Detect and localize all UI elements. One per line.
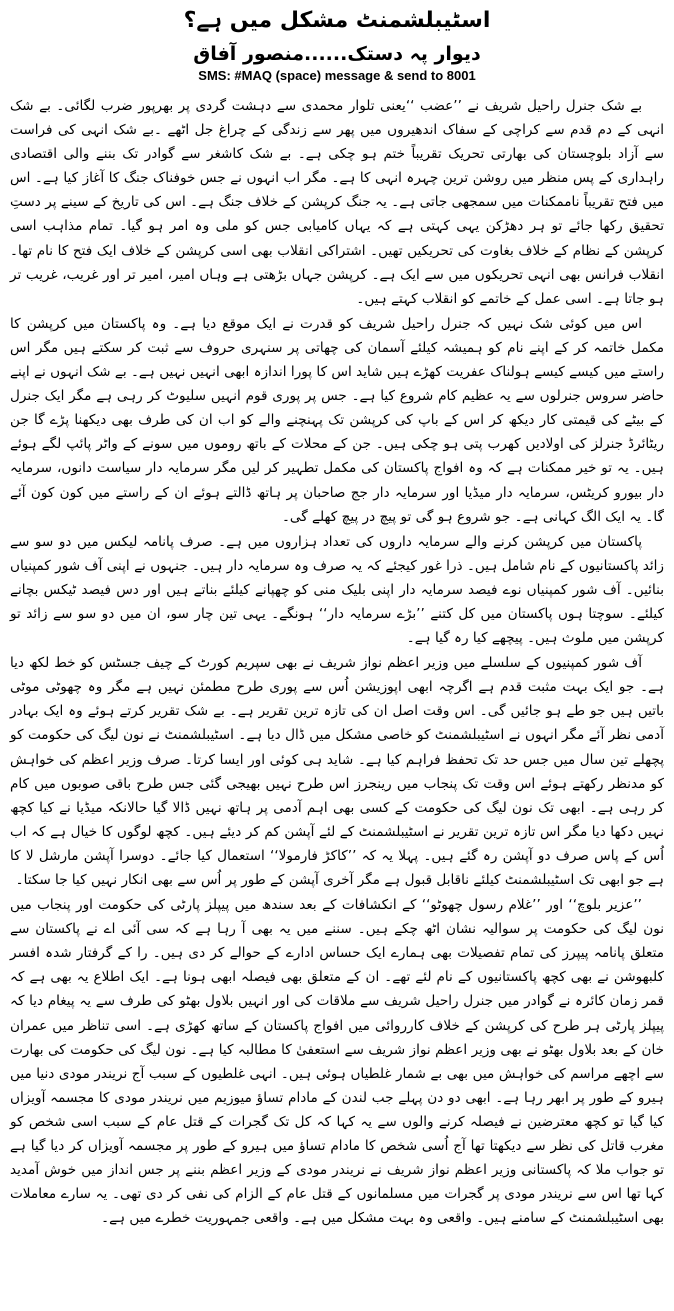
- article-paragraph: آف شور کمپنیوں کے سلسلے میں وزیر اعظم نواز شریف نے بھی سپریم کورٹ کے چیف جسٹس کو خط لکھ دیا ہے۔ جو ایک بہت مثبت قدم ہے اگرچہ ابھی اپوزیشن اُس سے پوری طرح مطمئن نہیں ہے مگر وہ چھوٹی موٹی باتیں ہیں جو طے ہو جائیں گی۔ اس وقت اصل ان کی تازہ ترین تقریر ہے۔ بے شک تقریر کرتے ہوئے وہ ایک بہادر آدمی نظر آئے مگر انہوں نے اسٹیبلشمنٹ کو خاصی مشکل میں ڈال دیا ہے۔ اسٹیبلشمنٹ نے نون لیگ کی حکومت کو پچھلے تین سال میں جس حد تک تحفظ فراہم کیا ہے۔ شاید ہی کوئی اور ایسا کرتا۔ صرف وزیر اعظم کی خواہش کو مدنظر رکھتے ہوئے اس وقت تک پنجاب میں رینجرز اس طرح نہیں بھیجی گئی جس طرح باقی صوبوں میں کام کر رہی ہے۔ ابھی تک نون لیگ کی حکومت کے کسی بھی اہم آدمی پر ہاتھ نہیں ڈالا گیا حالانکہ میڈیا نے کیا کچھ نہیں دکھا دیا مگر اس تازہ ترین تقریر نے اسٹیبلشمنٹ کے لئے آپشن کم کر دیئے ہیں۔ کچھ لوگوں کا خیال ہے کہ اب اُس کے پاس صرف دو آپشن رہ گئے ہیں۔ پہلا یہ کہ ’’کاکڑ فارمولا‘‘ استعمال کیا جائے۔ دوسرا آپشن مارشل لا کا ہے جو ابھی تک اسٹیبلشمنٹ کیلئے ناقابل قبول ہے مگر آخری آپشن کے طور پر اُس سے بھی انکار نہیں کیا جا سکتا۔: [10, 655, 664, 888]
- sms-instruction: SMS: #MAQ (space) message & send to 8001: [198, 68, 476, 83]
- byline-separator: ......: [304, 43, 348, 65]
- column-headline: اسٹیبلشمنٹ مشکل میں ہے؟: [183, 8, 491, 33]
- article-paragraph: اس میں کوئی شک نہیں کہ جنرل راحیل شریف کو قدرت نے ایک موقع دیا ہے۔ وہ پاکستان میں کرپشن کا مکمل خاتمہ کر کے اپنے نام کو ہمیشہ کیلئے آسمان کی چھاتی پر سنہری حروف سے ثبت کر سکتے ہیں مگر اس راستے میں کیسے کیسے ہولناک عفریت کھڑے ہیں شاید اس کا پورا اندازہ ابھی انہیں نہیں ہے۔ بے شک انہوں نے اپنے حاضر سروس جنرلوں سے یہ عظیم کام شروع کیا ہے۔ جس پر پوری قوم انہیں سلیوٹ کر رہی ہے مگر ایک جنرل کے بیٹے کی قیمتی کار دیکھ کر اس کے باپ کی کرپشن تک پہنچنے والے کو اب ان کی طرف بھی دیکھنا پڑے گا جن ریٹائرڈ جنرلز کی اولادیں کھرب پتی ہو چکی ہیں۔ جن کے محلات کے باتھ روموں میں سونے کے واٹر پائپ لگے ہوئے ہیں۔ یہ تو خیر ممکنات ہے کہ وہ افواج پاکستان کی مکمل تطہیر کر لیں مگر سرمایہ دار سیاست دانوں، سرمایہ دار بیورو کریٹس، سرمایہ دار میڈیا اور سرمایہ دار جج صاحبان پر ہاتھ ڈالتے ہوئے ان کے راستے میں کون کون آئے گا۔ یہ ایک الگ کہانی ہے۔ جو شروع ہو گی تو پیچ در پیچ کھلے گی۔: [10, 315, 664, 525]
- column-name: دیوار پہ دستک: [347, 43, 481, 65]
- article-paragraph: ’’عزیر بلوچ‘‘ اور ’’غلام رسول چھوٹو‘‘ کے انکشافات کے بعد سندھ میں پیپلز پارٹی کی حکومت اور پنجاب میں نون لیگ کی حکومت پر سوالیہ نشان اٹھ چکے ہیں۔ سننے میں یہ بھی آ رہا ہے کہ سی آئی اے نے پاکستان سے متعلق پانامہ پیپرز کی تمام تفصیلات بھی ہمارے ایک حساس ادارے کے حوالے کر دی ہیں۔ را کے گرفتار شدہ افسر کلبھوشن نے بھی کچھ پاکستانیوں کے نام لئے تھے۔ ان کے متعلق بھی فیصلہ ابھی ہونا ہے۔ ایک اطلاع یہ بھی ہے کہ قمر زمان کائرہ نے گوادر میں جنرل راحیل شریف سے ملاقات کی اور انہیں بلاول بھٹو کی طرف سے یہ پیغام دیا کہ پیپلز پارٹی ہر طرح کی کرپشن کے خلاف کارروائی میں افواج پاکستان کے ساتھ کھڑی ہے۔ اسی تناظر میں عمران خان کے بعد بلاول بھٹو نے بھی وزیر اعظم نواز شریف سے استعفیٰ کا مطالبہ کیا ہے۔ نون لیگ کی حکومت کی بھارت سے اچھے مراسم کی خواہش میں بھی بے شمار غلطیاں ہوئی ہیں۔ انہی غلطیوں کے سبب آج نریندر مودی دنیا میں ہیرو کے طور پر ابھر رہا ہے۔ ابھی دو دن پہلے جب لندن کے مادام تساؤ میوزیم میں نریندر مودی کا مجسمہ آویزاں کیا گیا تو کچھ معترضین نے فیصلہ کرنے والوں سے یہ کہا کہ کل تک گجرات کے قتل عام کے سبب اسی شخص کو مغرب قاتل کی نظر سے دیکھتا تھا آج اُسی شخص کا مادام تساؤ میں ہیرو کے طور پر مجسمہ آویزاں کر دیا گیا ہے تو جواب ملا کہ پاکستانی وزیر اعظم نواز شریف نے نریندر مودی کے وزیر اعظم بننے پر جس انداز میں خوش آمدید کہا تھا اس سے نریندر مودی پر گجرات میں مسلمانوں کے قتل عام کے الزام کی نفی کر دی تھی۔ یہ سارے معاملات بھی اسٹیبلشمنٹ کے سامنے ہیں۔ واقعی وہ بہت مشکل میں ہے۔ واقعی جمہوریت خطرے میں ہے۔: [10, 897, 664, 1227]
- byline: [10, 42, 664, 66]
- article-body: [10, 94, 664, 1230]
- article-paragraph: بے شک جنرل راحیل شریف نے ’’عضب ‘‘یعنی تلوار محمدی سے دہشت گردی پر بھرپور ضرب لگائی۔ بے شک انہی کے دم قدم سے کراچی کے سفاک اندھیروں میں پھر سے زندگی کے چراغ جل اٹھے ۔بے شک انہی کی فراست سے آزاد بلوچستان کی بھارتی تحریک تقریباً ختم ہو چکی ہے۔ بے شک کاشغر سے گوادر تک بننے والی اقتصادی راہداری کے پس منظر میں روشن ترین چہرہ انہی کا ہے۔ مگر اب انہوں نے جس خوفناک جنگ کا آغاز کیا ہے۔ اس میں فتح تقریباً ناممکنات میں سمجھی جاتی ہے۔ یہ جنگ کرپشن کے خلاف جنگ ہے۔ اس کی تاریخ کے سینے پر دستِ تحقیق رکھا جائے تو ہر دھڑکن یہی کہتی ہے کہ یہاں کامیابی جس کو ملی وہ امر ہو گیا۔ تمام مذاہب اسی کرپشن کے نظام کے خلاف بغاوت کی تحریکیں تھیں۔ اشتراکی انقلاب بھی اسی کرپشن کے خلاف ایک فتح کا نام تھا۔ انقلاب فرانس بھی انہی تحریکوں میں سے ایک ہے۔ کرپشن جہاں بڑھتی ہے وہاں امیر، امیر تر اور غریب، غریب تر ہو جاتا ہے۔ اسی عمل کے خاتمے کو انقلاب کہتے ہیں۔: [10, 98, 664, 307]
- article-paragraph: پاکستان میں کرپشن کرنے والے سرمایہ داروں کی تعداد ہزاروں میں ہے۔ صرف پانامہ لیکس میں دو سو سے زائد پاکستانیوں کے نام شامل ہیں۔ ذرا غور کیجئے کہ یہ صرف وہ سرمایہ دار ہیں۔ جنہوں نے اپنی آف شور کمپنیاں بنائیں۔ آف شور کمپنیاں نوے فیصد سرمایہ دار اپنی بلیک منی کو چھپانے کیلئے بناتے ہیں اور دس فیصد ٹیکس بچانے کیلئے۔ سوچتا ہوں پاکستان میں کل کتنے ’’بڑے سرمایہ دار‘‘ ہونگے۔ یہی تین چار سو، ان میں دو سو سے زائد تو کرپشن میں ملوث ہیں۔ پیچھے کیا رہ گیا ہے۔: [10, 533, 664, 647]
- author-name: منصور آفاق: [193, 43, 305, 65]
